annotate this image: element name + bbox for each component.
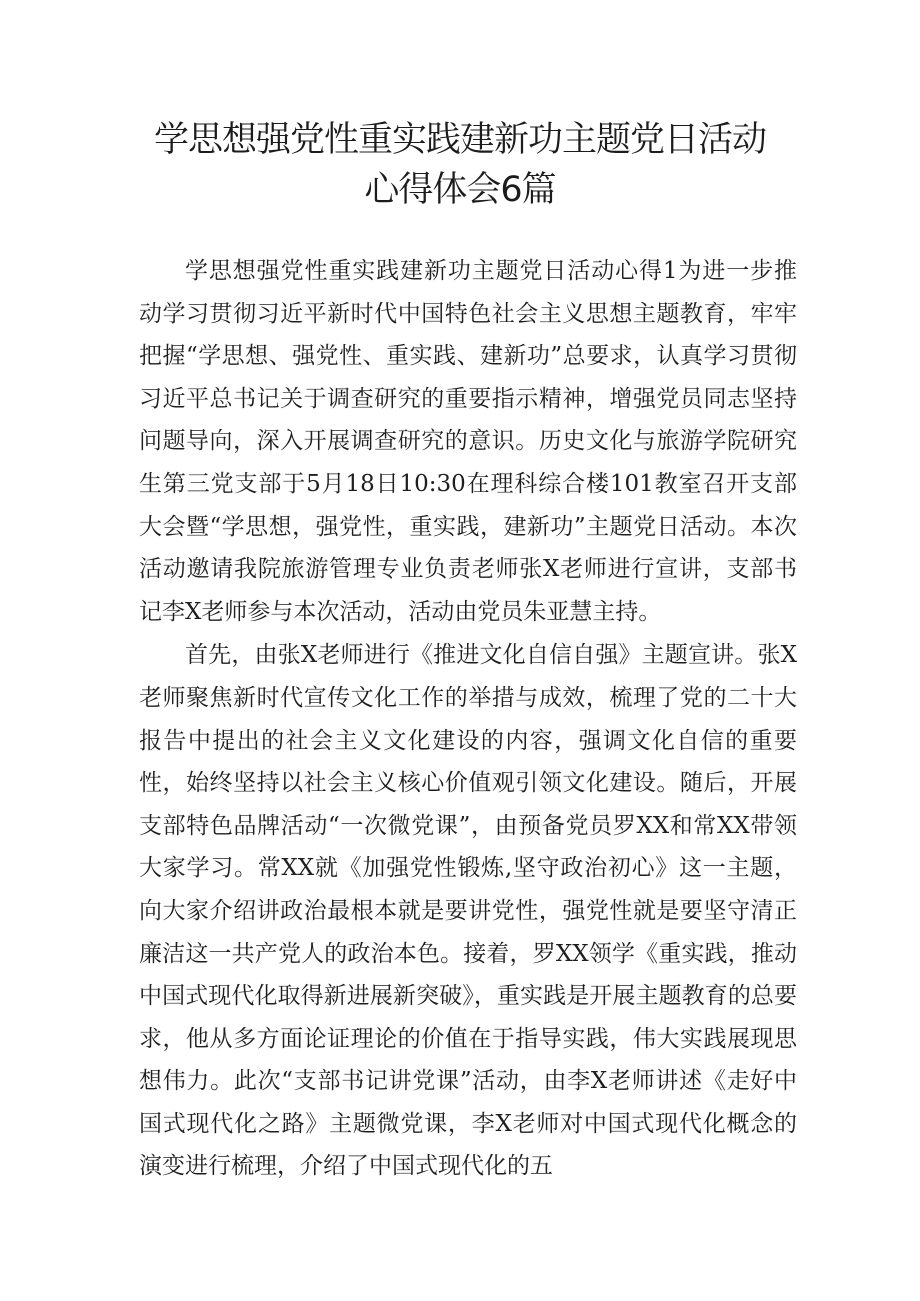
document-title-line-2: 心得体会6篇: [364, 170, 556, 210]
body-paragraph: 首先，由张X老师进行《推进文化自信自强》主题宣讲。张X老师聚焦新时代宣传文化工作的举措与成效，梳理了党的二十大报告中提出的社会主义文化建设的内容，强调文化自信的重要性，始终坚持以社会主义核心价值观引领文化建设。随后，开展支部特色品牌活动“一次微党课”，由预备党员罗XX和常XX带领大家学习。常XX就《加强党性锻炼,坚守政治初心》这一主题，向大家介绍讲政治最根本就是要讲党性，强党性就是要坚守清正廉洁这一共产党人的政治本色。接着，罗XX领学《重实践，推动中国式现代化取得新进展新突破》，重实践是开展主题教育的总要求，他从多方面论证理论的价值在于指导实践，伟大实践展现思想伟力。此次“支部书记讲党课”活动，由李X老师讲述《走好中国式现代化之路》主题微党课，李X老师对中国式现代化概念的演变进行梳理，介绍了中国式现代化的五: [139, 642, 797, 1180]
body-paragraph: 学思想强党性重实践建新功主题党日活动心得1为进一步推动学习贯彻习近平新时代中国特色社会主义思想主题教育，牢牢把握“学思想、强党性、重实践、建新功”总要求，认真学习贯彻习近平总书记关于调查研究的重要指示精神，增强党员同志坚持问题导向，深入开展调查研究的意识。历史文化与旅游学院研究生第三党支部于5月18日10:30在理科综合楼101教室召开支部大会暨“学思想，强党性，重实践，建新功”主题党日活动。本次活动邀请我院旅游管理专业负责老师张X老师进行宣讲，支部书记李X老师参与本次活动，活动由党员朱亚慧主持。: [139, 258, 797, 625]
document-title-line-1: 学思想强党性重实践建新功主题党日活动: [153, 120, 766, 160]
document-body: [139, 250, 797, 1188]
